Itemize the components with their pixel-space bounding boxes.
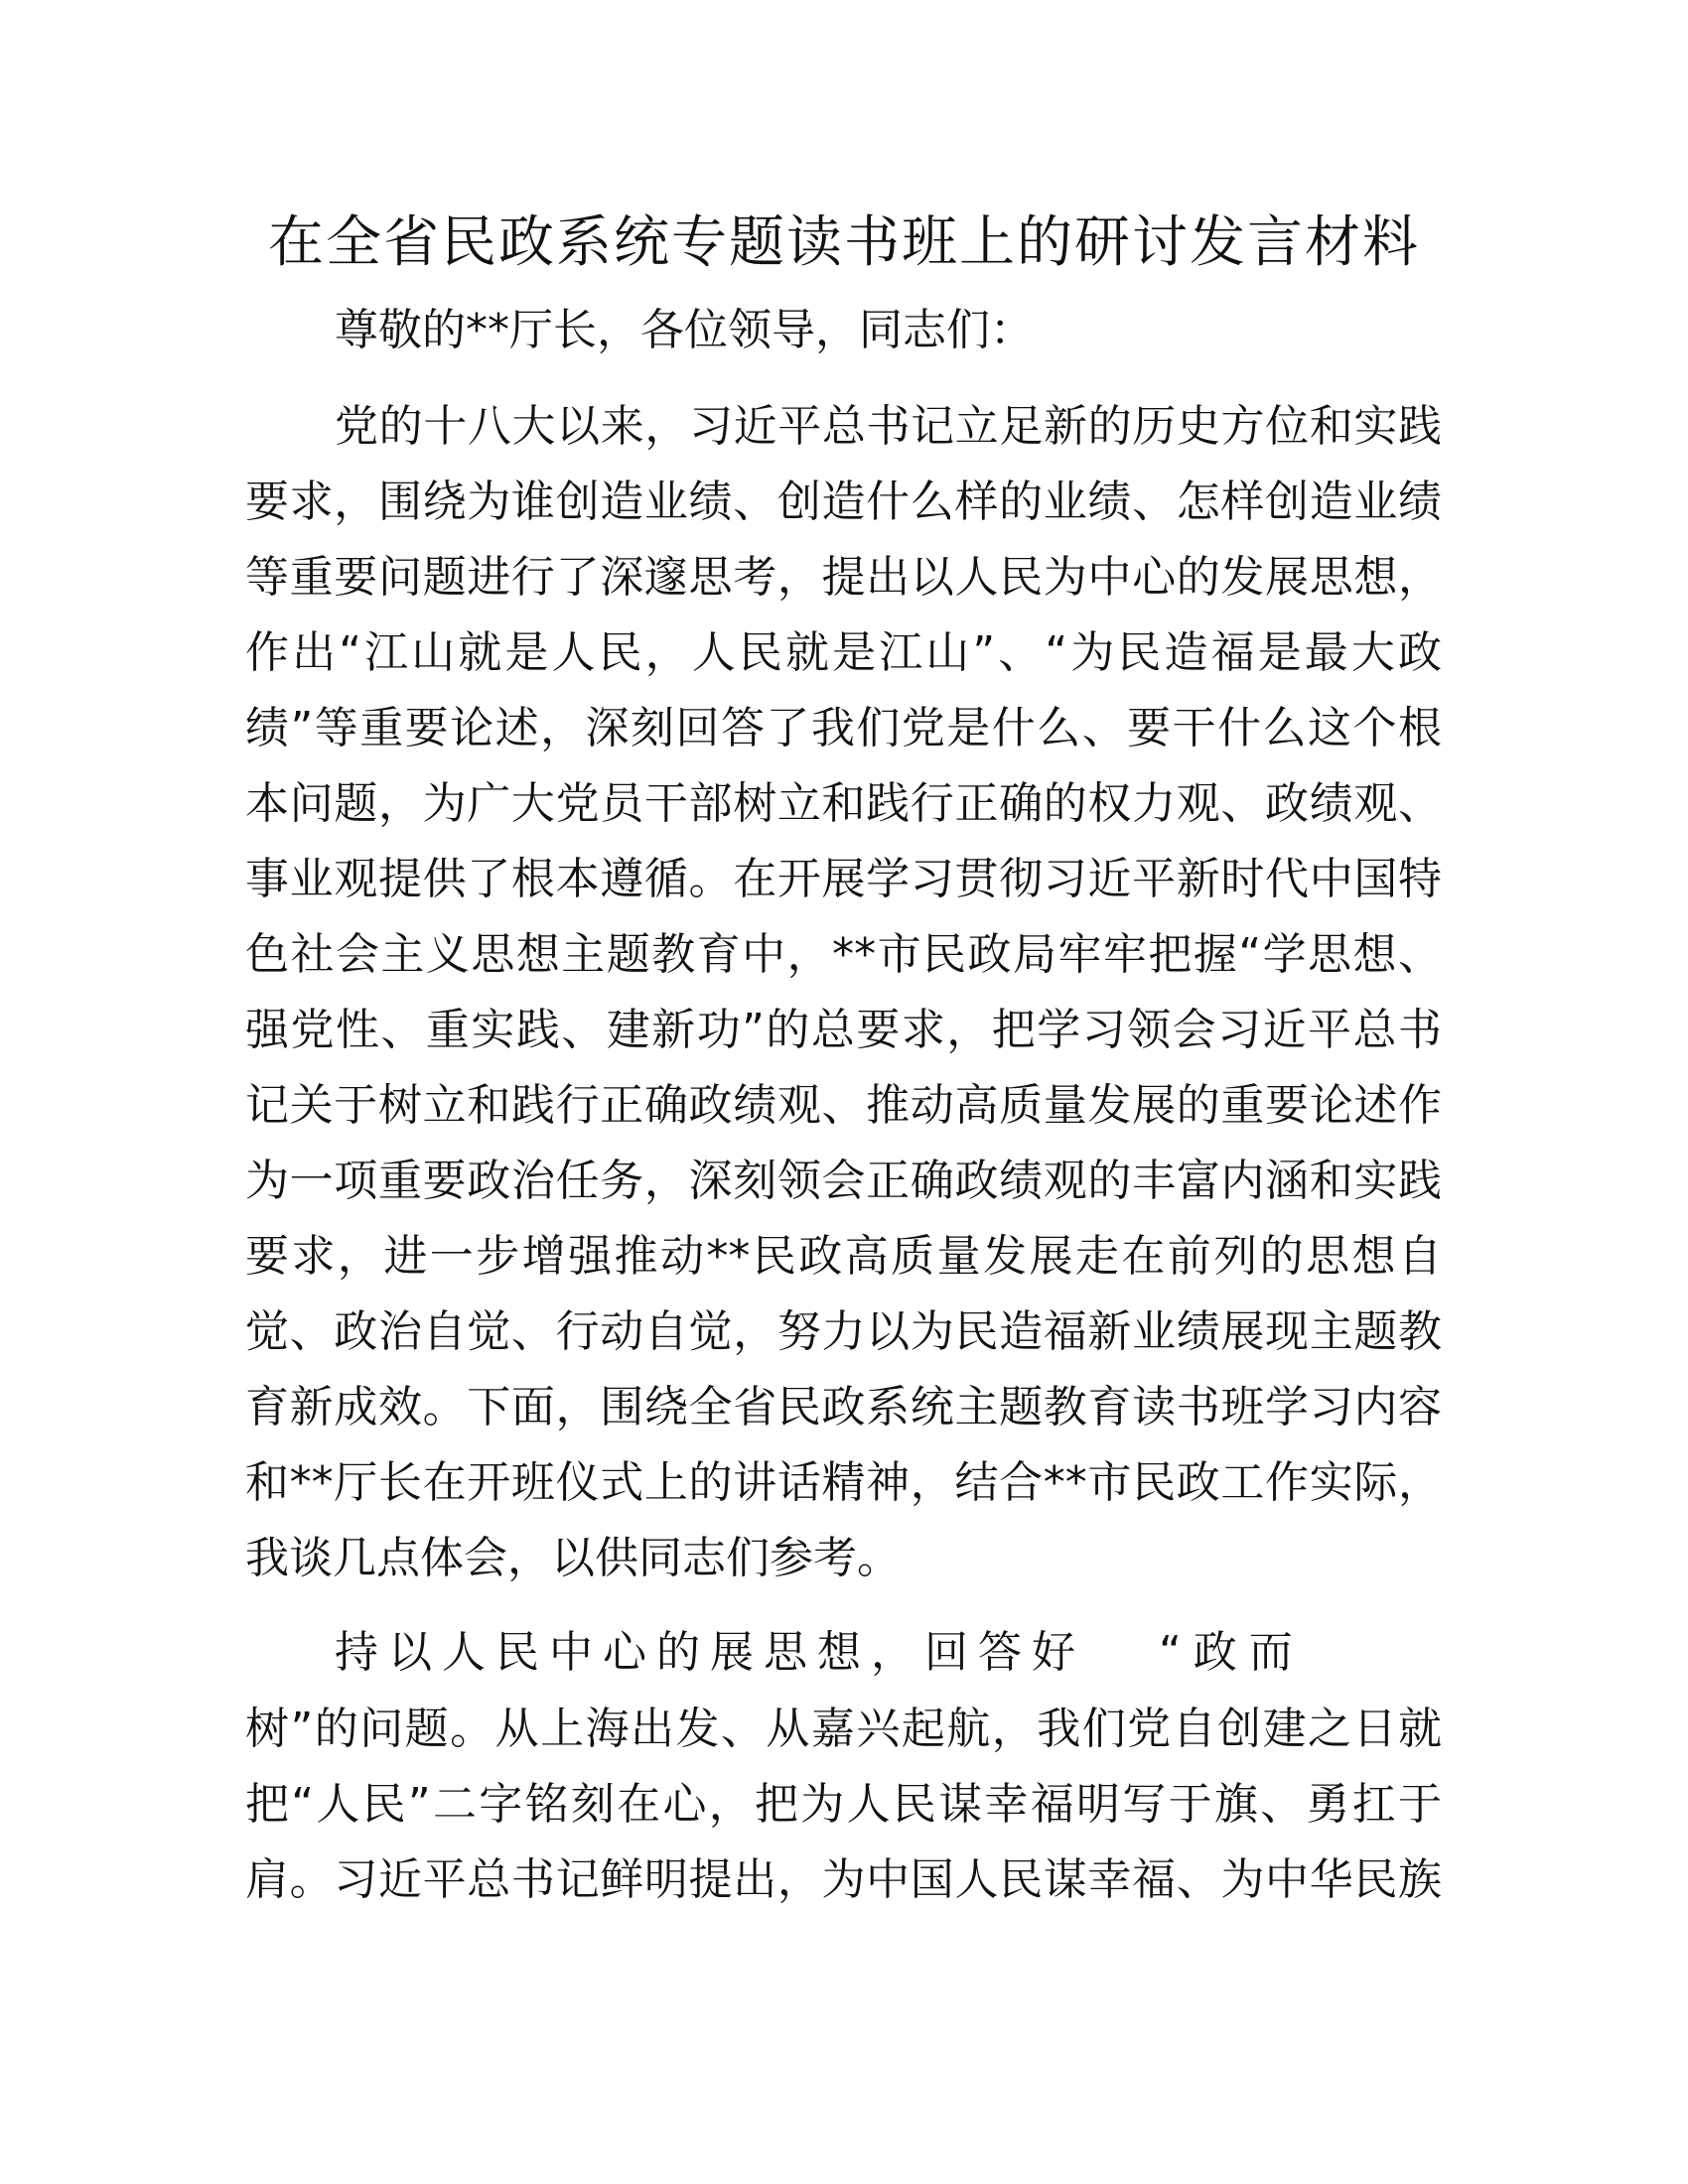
paragraph-line: 记关于树立和践行正确政绩观、推动高质量发展的重要论述作 xyxy=(245,1080,1442,1131)
document-title: 在全省民政系统专题读书班上的研讨发言材料 xyxy=(268,210,1420,275)
paragraph-line: 和**厅长在开班仪式上的讲话精神，结合**市民政工作实际， xyxy=(245,1457,1442,1508)
paragraph-line: 本问题，为广大党员干部树立和践行正确的权力观、政绩观、 xyxy=(245,778,1442,829)
paragraph-line: 为一项重要政治任务，深刻领会正确政绩观的丰富内涵和实践 xyxy=(245,1156,1442,1206)
paragraph-line: 等重要问题进行了深邃思考，提出以人民为中心的发展思想， xyxy=(245,552,1442,603)
paragraph-line: 肩。习近平总书记鲜明提出，为中国人民谋幸福、为中华民族 xyxy=(245,1854,1442,1905)
paragraph-line: 强党性、重实践、建新功”的总要求，把学习领会习近平总书 xyxy=(245,1005,1442,1055)
paragraph-line: 要求，围绕为谁创造业绩、创造什么样的业绩、怎样创造业绩 xyxy=(245,477,1442,527)
paragraph-line: 我谈几点体会，以供同志们参考。 xyxy=(245,1533,901,1583)
paragraph-line: 绩”等重要论述，深刻回答了我们党是什么、要干什么这个根 xyxy=(245,703,1442,753)
section-heading-part-a: 持以人民中心的展思想，回答好 xyxy=(335,1627,1085,1678)
paragraph-line: 色社会主义思想主题教育中，**市民政局牢牢把握“学思想、 xyxy=(245,929,1442,980)
paragraph-line: 把“人民”二字铭刻在心，把为人民谋幸福明写于旗、勇扛于 xyxy=(245,1779,1442,1830)
paragraph-line: 要求，进一步增强推动**民政高质量发展走在前列的思想自 xyxy=(245,1231,1442,1282)
paragraph-line: 事业观提供了根本遵循。在开展学习贯彻习近平新时代中国特 xyxy=(245,854,1442,904)
salutation: 尊敬的**厅长，各位领导，同志们： xyxy=(335,305,1034,355)
paragraph-line: 育新成效。下面，围绕全省民政系统主题教育读书班学习内容 xyxy=(245,1382,1442,1433)
paragraph-line: 党的十八大以来，习近平总书记立足新的历史方位和实践 xyxy=(335,401,1442,452)
section-heading-part-b: “政而 xyxy=(1159,1627,1305,1678)
paragraph-line: 作出“江山就是人民，人民就是江山”、“为民造福是最大政 xyxy=(245,627,1442,678)
paragraph-line: 觉、政治自觉、行动自觉，努力以为民造福新业绩展现主题教 xyxy=(245,1306,1442,1357)
paragraph-line: 树”的问题。从上海出发、从嘉兴起航，我们党自创建之日就 xyxy=(245,1704,1442,1754)
